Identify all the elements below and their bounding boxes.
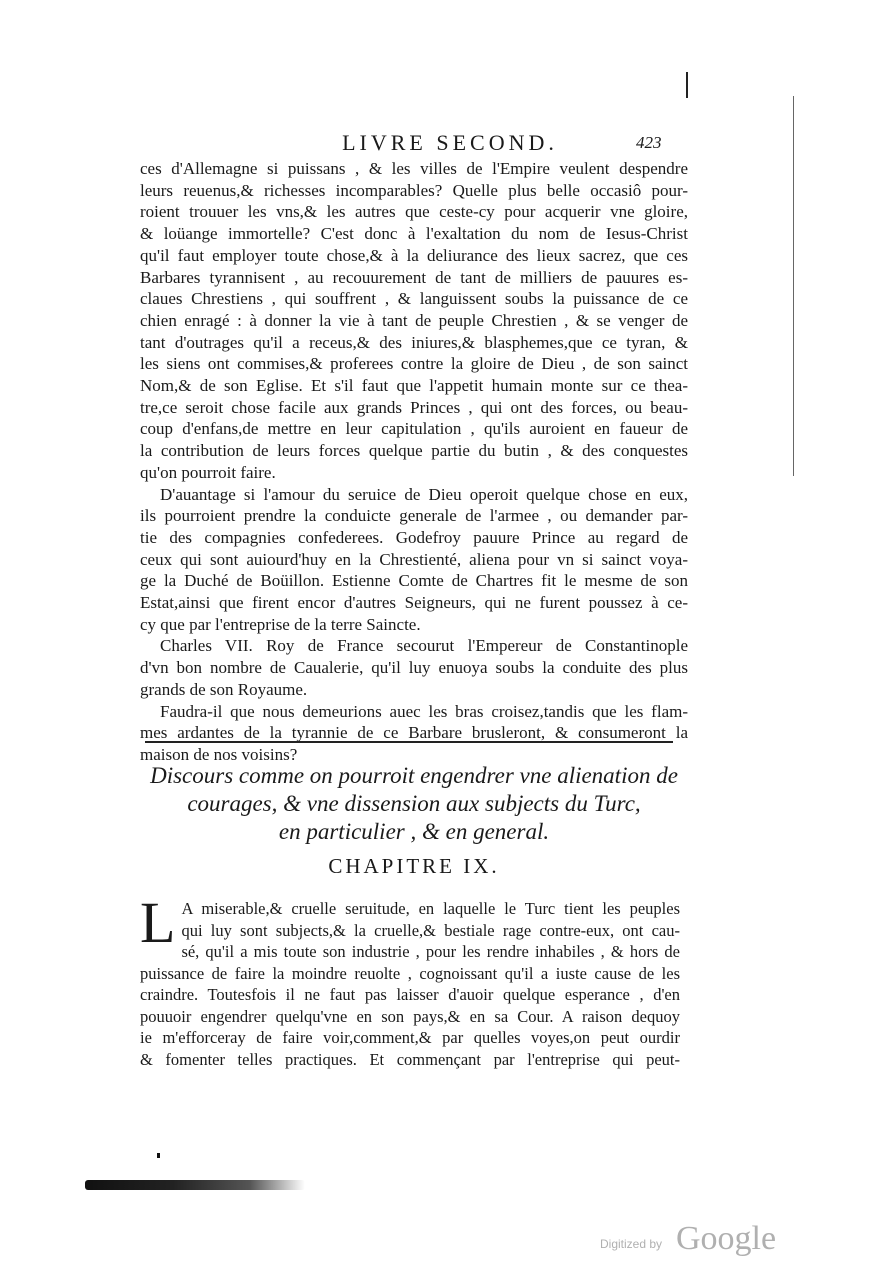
- text-line: qu'on pourroit faire.: [140, 462, 276, 482]
- digitization-watermark: [600, 1220, 800, 1260]
- text-line: Nom,& de son Eglise. Et s'il faut que l'appetit humain monte sur ce thea-: [140, 376, 688, 396]
- text-line: tie des compagnies confederees. Godefroy pauure Prince au regard de: [140, 527, 688, 547]
- text-line: cy que par l'entreprise de la terre Saincte.: [140, 614, 421, 634]
- heading-line: Discours comme on pourroit engendrer vne alienation de: [150, 763, 678, 788]
- text-line: ge la Duché de Boüillon. Estienne Comte de Chartres fit le mesme de son: [140, 571, 688, 591]
- text-line: Charles VII. Roy de France secourut l'Empereur de Constantinople: [160, 636, 688, 656]
- chapter-line: puissance de faire la moindre reuolte , cognoissant qu'il a iuste cause de les: [140, 963, 680, 983]
- paragraph-1: [140, 158, 688, 484]
- heading-line: en particulier , & en general.: [278, 819, 550, 844]
- paragraph-4: [140, 701, 688, 766]
- text-line: d'vn bon nombre de Caualerie, qu'il luy enuoya soubs la conduite des plus: [140, 658, 688, 678]
- text-line: qu'il faut employer toute chose,& à la deliurance des lieux sacrez, que ces: [140, 245, 688, 265]
- chapter-line: craindre. Toutesfois il ne faut pas laisser d'auoir quelque esperance , d'en: [140, 985, 680, 1004]
- chapter-line: ie m'efforceray de faire voir,comment,& par quelles voyes,on peut ourdir: [140, 1028, 680, 1047]
- watermark-small-text: Digitized by: [600, 1237, 663, 1251]
- chapter-line: & fomenter telles practiques. Et commençant par l'entreprise qui peut-: [140, 1049, 680, 1069]
- text-line: & loüange immortelle? C'est donc à l'exaltation du nom de Iesus-Christ: [140, 224, 688, 244]
- text-line: Faudra-il que nous demeurions auec les bras croisez,tandis que les flam-: [160, 701, 688, 721]
- google-logo: Google: [676, 1220, 777, 1257]
- text-line: Estat,ainsi que firent encor d'autres Seigneurs, qui ne furent poussez à ce-: [140, 593, 688, 613]
- drop-cap: L: [140, 890, 176, 955]
- margin-mark: [686, 72, 688, 98]
- text-line: grands de son Royaume.: [140, 679, 308, 699]
- heading-line: courages, & vne dissension aux subjects du Turc,: [187, 791, 641, 816]
- running-head: LIVRE SECOND.: [342, 130, 558, 155]
- text-line: Barbares tyrannisent , au recouurement de tant de milliers de pauures es-: [140, 267, 688, 287]
- body-text: [140, 158, 688, 766]
- margin-mark: [793, 96, 794, 476]
- text-line: la contribution de leurs forces quelque partie du butin , & des conquestes: [140, 441, 688, 461]
- text-line: roient trouuer les vns,& les autres que ceste-cy pour acquerir vne gloire,: [140, 202, 688, 222]
- chapter-line: qui luy sont subjects,& la cruelle,& bestiale rage contre-eux, ont cau-: [181, 920, 680, 940]
- paragraph-2: [140, 484, 688, 636]
- text-line: coup d'enfans,de mettre en leur capitulation , qu'ils auroient en faueur de: [140, 419, 688, 439]
- text-line: leurs reuenus,& richesses incomparables? Quelle plus belle occasiô pour-: [140, 180, 688, 200]
- text-line: claues Chrestiens , qui souffrent , & languissent soubs la puissance de ce: [140, 289, 688, 309]
- chapter-line: A miserable,& cruelle seruitude, en laquelle le Turc tient les peuples: [181, 899, 680, 918]
- text-line: maison de nos voisins?: [140, 744, 298, 764]
- paragraph-3: [140, 635, 688, 700]
- text-line: D'auantage si l'amour du seruice de Dieu operoit quelque chose en eux,: [160, 484, 688, 504]
- section-heading: [140, 762, 688, 846]
- chapter-text: [140, 890, 680, 1070]
- ink-smudge: [85, 1180, 305, 1190]
- text-line: ceux qui sont auiourd'huy en la Chrestienté, aliena pour vn si sainct voya-: [140, 549, 688, 569]
- text-line: tant d'outrages qu'il a receus,& des iniures,& blasphemes,que ce tyran, &: [140, 332, 688, 352]
- chapter-line: pouuoir engendrer quelqu'vne en son pays,& en sa Cour. A raison dequoy: [140, 1006, 680, 1026]
- chapter-title: CHAPITRE IX.: [328, 854, 500, 878]
- section-divider: [145, 741, 673, 743]
- page-number: 423: [636, 133, 662, 152]
- text-line: ces d'Allemagne si puissans , & les villes de l'Empire veulent despendre: [140, 159, 688, 178]
- text-line: tre,ce seroit chose facile aux grands Princes , qui ont des forces, ou beau-: [140, 397, 688, 417]
- text-line: les siens ont commises,& proferees contre la gloire de Dieu , de son sainct: [140, 354, 688, 374]
- text-line: mes ardantes de la tyrannie de ce Barbare brusleront, & consumeront la: [140, 723, 688, 743]
- text-line: chien enragé : à donner la vie à tant de peuple Chrestien , & se venger de: [140, 310, 688, 330]
- ink-speck: [157, 1153, 160, 1158]
- chapter-line: sé, qu'il a mis toute son industrie , pour les rendre inhabiles , & hors de: [181, 942, 680, 961]
- text-line: ils pourroient prendre la conduicte generale de l'armee , ou demander par-: [140, 506, 688, 526]
